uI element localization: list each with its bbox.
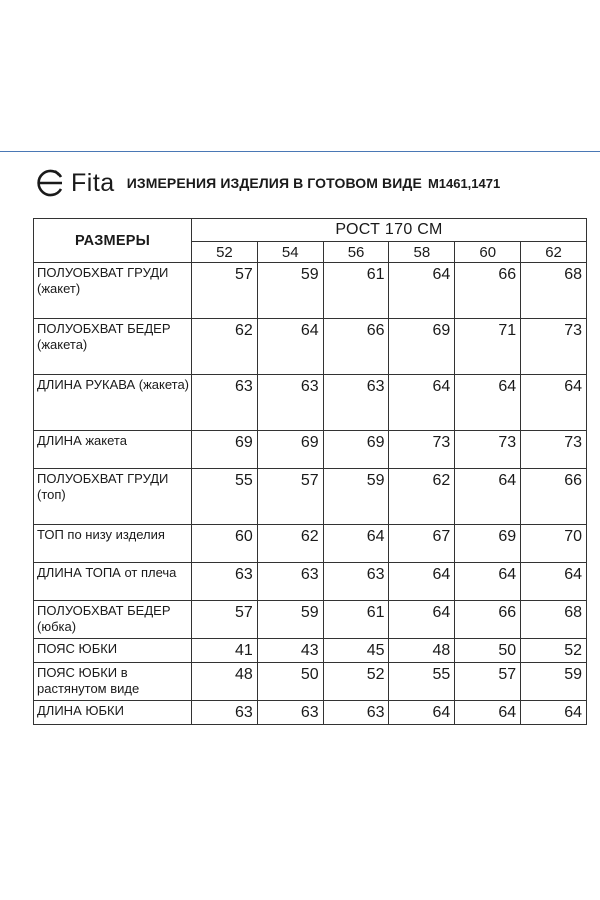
row-label: ДЛИНА жакета bbox=[34, 431, 192, 469]
measurement-value: 63 bbox=[323, 563, 389, 601]
size-column-header: 62 bbox=[521, 242, 587, 263]
measurement-value: 64 bbox=[521, 701, 587, 725]
measurement-value: 57 bbox=[455, 663, 521, 701]
measurement-value: 52 bbox=[521, 639, 587, 663]
table-row bbox=[34, 639, 587, 663]
measurement-value: 66 bbox=[521, 469, 587, 525]
measurement-value: 69 bbox=[389, 319, 455, 375]
measurement-value: 64 bbox=[389, 263, 455, 319]
measurement-value: 50 bbox=[455, 639, 521, 663]
size-column-header: 60 bbox=[455, 242, 521, 263]
measurement-value: 59 bbox=[257, 601, 323, 639]
measurement-value: 48 bbox=[192, 663, 258, 701]
measurement-value: 64 bbox=[323, 525, 389, 563]
measurement-value: 60 bbox=[192, 525, 258, 563]
table-row bbox=[34, 701, 587, 725]
measurement-value: 73 bbox=[521, 319, 587, 375]
fita-logo-icon bbox=[33, 168, 69, 198]
measurement-value: 61 bbox=[323, 263, 389, 319]
measurement-value: 64 bbox=[521, 375, 587, 431]
row-label: ТОП по низу изделия bbox=[34, 525, 192, 563]
measurement-value: 62 bbox=[257, 525, 323, 563]
measurement-value: 66 bbox=[455, 263, 521, 319]
measurement-value: 69 bbox=[323, 431, 389, 469]
measurement-value: 73 bbox=[455, 431, 521, 469]
height-header: РОСТ 170 СМ bbox=[192, 219, 587, 242]
table-row bbox=[34, 663, 587, 701]
row-label: ПОЯС ЮБКИ в растянутом виде bbox=[34, 663, 192, 701]
measurement-value: 57 bbox=[192, 263, 258, 319]
row-label: ДЛИНА РУКАВА (жакета) bbox=[34, 375, 192, 431]
size-table bbox=[33, 218, 587, 725]
model-number: М1461,1471 bbox=[427, 175, 501, 191]
brand-name: Fita bbox=[71, 168, 115, 197]
measurement-value: 71 bbox=[455, 319, 521, 375]
measurement-value: 69 bbox=[192, 431, 258, 469]
measurement-value: 64 bbox=[455, 563, 521, 601]
measurement-value: 73 bbox=[521, 431, 587, 469]
table-row bbox=[34, 563, 587, 601]
size-column-header: 52 bbox=[192, 242, 258, 263]
measurement-value: 64 bbox=[389, 375, 455, 431]
measurement-value: 64 bbox=[257, 319, 323, 375]
page-title: ИЗМЕРЕНИЯ ИЗДЕЛИЯ В ГОТОВОМ ВИДЕ bbox=[126, 175, 422, 191]
top-divider-line bbox=[0, 151, 600, 152]
size-column-header: 54 bbox=[257, 242, 323, 263]
measurement-value: 63 bbox=[323, 701, 389, 725]
measurement-value: 59 bbox=[521, 663, 587, 701]
measurement-value: 62 bbox=[389, 469, 455, 525]
measurement-value: 55 bbox=[192, 469, 258, 525]
measurement-value: 63 bbox=[323, 375, 389, 431]
measurement-value: 64 bbox=[455, 701, 521, 725]
measurement-value: 69 bbox=[455, 525, 521, 563]
measurement-value: 63 bbox=[257, 563, 323, 601]
row-label: ПОЯС ЮБКИ bbox=[34, 639, 192, 663]
measurement-value: 43 bbox=[257, 639, 323, 663]
measurement-value: 63 bbox=[257, 701, 323, 725]
measurement-value: 70 bbox=[521, 525, 587, 563]
measurement-value: 73 bbox=[389, 431, 455, 469]
measurement-value: 52 bbox=[323, 663, 389, 701]
measurement-value: 64 bbox=[389, 601, 455, 639]
measurement-value: 66 bbox=[455, 601, 521, 639]
table-header-row bbox=[34, 219, 587, 242]
table-row bbox=[34, 525, 587, 563]
size-column-header: 56 bbox=[323, 242, 389, 263]
measurement-value: 64 bbox=[389, 701, 455, 725]
document-header bbox=[33, 166, 573, 200]
table-row bbox=[34, 319, 587, 375]
measurement-value: 66 bbox=[323, 319, 389, 375]
row-label: ПОЛУОБХВАТ ГРУДИ (топ) bbox=[34, 469, 192, 525]
table-row bbox=[34, 375, 587, 431]
table-row bbox=[34, 263, 587, 319]
measurement-value: 55 bbox=[389, 663, 455, 701]
row-label: ДЛИНА ЮБКИ bbox=[34, 701, 192, 725]
measurement-value: 45 bbox=[323, 639, 389, 663]
measurement-value: 68 bbox=[521, 601, 587, 639]
measurement-value: 63 bbox=[192, 701, 258, 725]
row-label: ПОЛУОБХВАТ БЕДЕР (жакета) bbox=[34, 319, 192, 375]
measurement-value: 64 bbox=[455, 375, 521, 431]
measurement-value: 67 bbox=[389, 525, 455, 563]
measurement-value: 64 bbox=[455, 469, 521, 525]
row-label: ПОЛУОБХВАТ БЕДЕР (юбка) bbox=[34, 601, 192, 639]
size-column-header: 58 bbox=[389, 242, 455, 263]
measurement-value: 59 bbox=[323, 469, 389, 525]
sizes-header: РАЗМЕРЫ bbox=[34, 219, 192, 263]
measurement-value: 57 bbox=[192, 601, 258, 639]
measurement-value: 64 bbox=[521, 563, 587, 601]
measurement-value: 62 bbox=[192, 319, 258, 375]
measurement-value: 48 bbox=[389, 639, 455, 663]
table-row bbox=[34, 601, 587, 639]
measurement-value: 50 bbox=[257, 663, 323, 701]
measurement-value: 63 bbox=[192, 563, 258, 601]
measurement-value: 63 bbox=[192, 375, 258, 431]
row-label: ДЛИНА ТОПА от плеча bbox=[34, 563, 192, 601]
measurement-value: 69 bbox=[257, 431, 323, 469]
measurement-value: 57 bbox=[257, 469, 323, 525]
table-row bbox=[34, 469, 587, 525]
measurement-value: 68 bbox=[521, 263, 587, 319]
measurement-value: 61 bbox=[323, 601, 389, 639]
measurement-value: 41 bbox=[192, 639, 258, 663]
measurement-value: 64 bbox=[389, 563, 455, 601]
measurement-value: 59 bbox=[257, 263, 323, 319]
table-row bbox=[34, 431, 587, 469]
row-label: ПОЛУОБХВАТ ГРУДИ (жакет) bbox=[34, 263, 192, 319]
measurement-value: 63 bbox=[257, 375, 323, 431]
